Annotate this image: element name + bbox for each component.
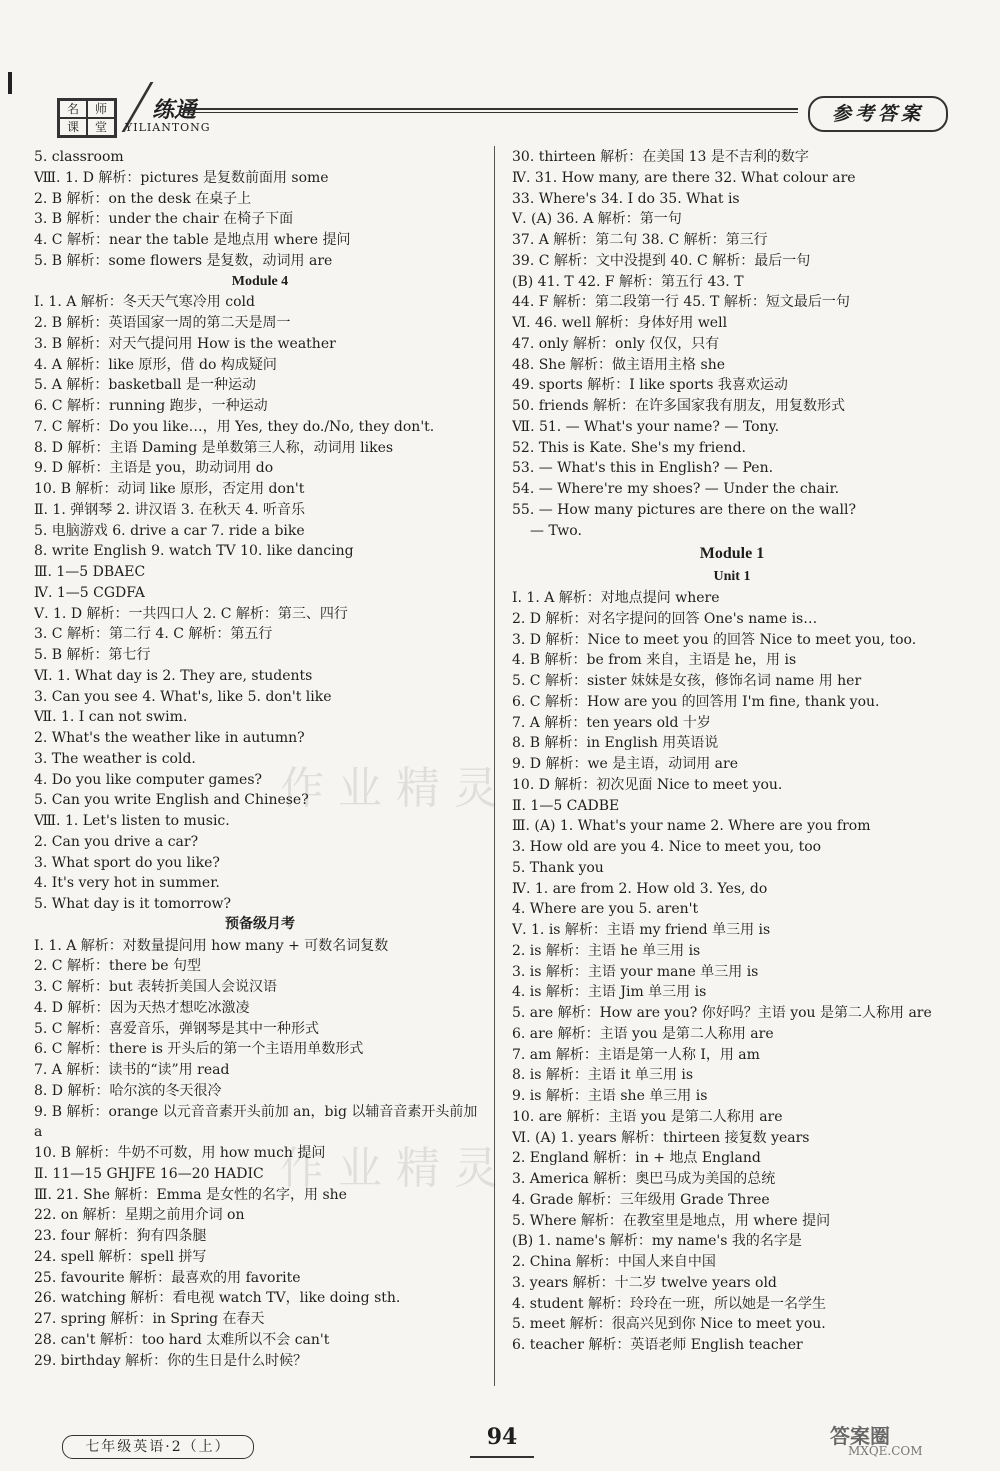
answer-line: 5. meet 解析：很高兴见到你 Nice to meet you. — [512, 1316, 826, 1333]
answer-line: 6. teacher 解析：英语老师 English teacher — [512, 1337, 803, 1353]
answer-line: 2. B 解析：英语国家一周的第二天是周一 — [34, 315, 291, 331]
answer-line: 9. D 解析：we 是主语，动词用 are — [512, 756, 738, 772]
answer-line: 8. D 解析：哈尔滨的冬天很冷 — [34, 1082, 222, 1099]
answer-line: Ⅶ. 1. I can not swim. — [34, 709, 188, 726]
answer-line: 9. B 解析：orange 以元音音素开头前加 an，big 以辅音音素开头前加 a — [34, 1103, 478, 1141]
answer-line: 10. are 解析：主语 you 是第二人称用 are — [512, 1108, 783, 1125]
answer-line: Ⅲ. (A) 1. What's your name 2. Where are you from — [512, 818, 871, 835]
answer-line: 6. C 解析：there is 开头后的第一个主语用单数形式 — [34, 1041, 364, 1058]
answer-line: 8. is 解析：主语 it 单三用 is — [512, 1067, 694, 1084]
logo-cell: 课 — [59, 118, 87, 136]
answer-line: 24. spell 解析：spell 拼写 — [34, 1248, 207, 1265]
answer-line: 22. on 解析：星期之前用介词 on — [34, 1207, 245, 1224]
answer-line: Ⅳ. 1—5 CGDFA — [34, 584, 145, 601]
answer-line: 28. can't 解析：too hard 太难所以不会 can't — [34, 1331, 330, 1348]
answer-line: 3. How old are you 4. Nice to meet you, too — [512, 839, 822, 855]
answer-line: 7. C 解析：Do you like…，用 Yes, they do./No, they don't. — [34, 418, 435, 435]
answer-key-badge: 参考答案 — [808, 96, 948, 132]
answer-line: 7. A 解析：ten years old 十岁 — [512, 714, 711, 731]
answer-line: 55. — How many pictures are there on the wall? — [512, 501, 856, 518]
answer-line: 3. What sport do you like? — [34, 854, 220, 871]
answer-line: — Two. — [530, 522, 582, 539]
answer-line: 7. A 解析：读书的“读”用 read — [34, 1062, 230, 1078]
answer-line: Ⅴ. (A) 36. A 解析：第一句 — [512, 211, 682, 228]
answer-line: 4. Where are you 5. aren't — [512, 901, 699, 918]
site-stamp-url: MXQE.COM — [848, 1444, 923, 1458]
answer-line: 5. What day is it tomorrow? — [34, 896, 232, 912]
answer-line: 5. C 解析：sister 妹妹是女孩，修饰名词 name 用 her — [512, 673, 862, 689]
answer-line: 4. student 解析：玲玲在一班，所以她是一名学生 — [512, 1295, 826, 1312]
answer-line: 3. C 解析：but 表转折美国人会说汉语 — [34, 979, 278, 995]
answer-line: 25. favourite 解析：最喜欢的用 favorite — [34, 1269, 301, 1286]
answer-line: 5. 电脑游戏 6. drive a car 7. ride a bike — [34, 522, 305, 539]
answer-line: Ⅵ. 46. well 解析：身体好用 well — [512, 315, 728, 331]
logo-cell: 堂 — [87, 118, 115, 136]
answer-line: 2. C 解析：there be 句型 — [34, 958, 202, 975]
answer-line: 39. C 解析：文中没提到 40. C 解析：最后一句 — [512, 252, 811, 269]
answer-line: Ⅲ. 1—5 DBAEC — [34, 564, 146, 580]
answer-line: 4. It's very hot in summer. — [34, 875, 220, 892]
answer-line: 4. B 解析：be from 来自，主语是 he，用 is — [512, 652, 797, 669]
site-stamp: 答案圈 — [830, 1424, 890, 1448]
answer-line: 4. A 解析：like 原形，借 do 构成疑问 — [34, 356, 277, 373]
answer-line: 10. B 解析：牛奶不可数，用 how much 提问 — [34, 1145, 326, 1161]
answer-line: 3. years 解析：十二岁 twelve years old — [512, 1274, 777, 1291]
page-header — [0, 0, 1000, 150]
brand-subtitle: YILIANTONG — [125, 121, 211, 134]
answer-line: 2. D 解析：对名字提问的回答 One's name is… — [512, 610, 818, 627]
answer-line: 4. D 解析：因为天热才想吃冰激凌 — [34, 999, 250, 1016]
answer-line: Ⅴ. 1. is 解析：主语 my friend 单三用 is — [512, 922, 771, 938]
answer-line: 3. C 解析：第二行 4. C 解析：第五行 — [34, 626, 273, 643]
answer-line: Ⅴ. 1. D 解析：一共四口人 2. C 解析：第三、四行 — [34, 605, 348, 622]
section-heading: Unit 1 — [713, 569, 751, 585]
answer-line: Ⅱ. 1. 弹钢琴 2. 讲汉语 3. 在秋天 4. 听音乐 — [34, 501, 305, 518]
answer-line: 3. The weather is cold. — [34, 750, 196, 767]
answer-line: 3. America 解析：奥巴马成为美国的总统 — [512, 1171, 776, 1187]
answer-line: Ⅷ. 1. Let's listen to music. — [34, 813, 230, 829]
answer-line: Ⅵ. 1. What day is 2. They are, students — [34, 667, 313, 684]
header-rule — [180, 108, 798, 113]
answer-line: Ⅷ. 1. D 解析：pictures 是复数前面用 some — [34, 169, 329, 186]
answer-line: 9. is 解析：主语 she 单三用 is — [512, 1088, 708, 1104]
answer-line: 6. are 解析：主语 you 是第二人称用 are — [512, 1025, 774, 1042]
answer-line: 5. Where 解析：在教室里是地点，用 where 提问 — [512, 1212, 831, 1229]
answer-line: 52. This is Kate. She's my friend. — [512, 439, 746, 456]
answer-line: Ⅶ. 51. — What's your name? — Tony. — [512, 418, 780, 435]
answer-line: 3. B 解析：对天气提问用 How is the weather — [34, 335, 336, 352]
answer-line: 5. B 解析：第七行 — [34, 647, 151, 663]
answer-line: 47. only 解析：only 仅仅，只有 — [512, 335, 720, 352]
answer-line: 5. A 解析：basketball 是一种运动 — [34, 377, 256, 394]
answer-line: 26. watching 解析：看电视 watch TV，like doing sth. — [34, 1290, 401, 1307]
answer-line: Ⅵ. (A) 1. years 解析：thirteen 接复数 years — [512, 1129, 810, 1146]
answer-line: Ⅰ. 1. A 解析：对数量提问用 how many + 可数名词复数 — [34, 937, 389, 954]
answer-line: 5. Thank you — [512, 859, 604, 876]
answer-line: 7. am 解析：主语是第一人称 I，用 am — [512, 1046, 760, 1063]
answer-line: 2. Can you drive a car? — [34, 833, 199, 850]
answer-line: Ⅳ. 1. are from 2. How old 3. Yes, do — [512, 880, 768, 897]
answer-line: 44. F 解析：第二段第一行 45. T 解析：短文最后一句 — [512, 294, 850, 311]
answer-line: 5. B 解析：some flowers 是复数，动词用 are — [34, 252, 333, 269]
answer-line: 2. B 解析：on the desk 在桌子上 — [34, 190, 252, 207]
answer-line: 4. Grade 解析：三年级用 Grade Three — [512, 1191, 770, 1208]
answer-line: Ⅳ. 31. How many, are there 32. What colour are — [512, 169, 856, 186]
section-heading: 预备级月考 — [225, 916, 295, 932]
answer-line: 49. sports 解析：I like sports 我喜欢运动 — [512, 377, 788, 394]
watermark: 作业精灵 — [280, 1143, 512, 1194]
answer-line: 10. B 解析：动词 like 原形，否定用 don't — [34, 481, 305, 497]
answer-line: 53. — What's this in English? — Pen. — [512, 460, 774, 477]
answer-line: 3. is 解析：主语 your mane 单三用 is — [512, 963, 759, 980]
answer-line: 48. She 解析：做主语用主格 she — [512, 356, 725, 373]
logo-cell: 名 — [59, 100, 87, 118]
answer-line: Ⅲ. 21. She 解析：Emma 是女性的名字，用 she — [34, 1186, 347, 1203]
answer-line: Ⅰ. 1. A 解析：对地点提问 where — [512, 590, 720, 606]
answer-line: Ⅱ. 11—15 GHJFE 16—20 HADIC — [34, 1165, 264, 1182]
answer-line: 37. A 解析：第二句 38. C 解析：第三行 — [512, 232, 768, 248]
answer-line: 5. are 解析：How are you? 你好吗？主语 you 是第二人称用 are — [512, 1005, 932, 1021]
answer-line: 4. C 解析：near the table 是地点用 where 提问 — [34, 232, 351, 248]
logo-cell: 师 — [87, 100, 115, 118]
section-heading: Module 4 — [231, 273, 289, 289]
answer-line: 29. birthday 解析：你的生日是什么时候？ — [34, 1352, 308, 1369]
answer-column-left — [34, 147, 486, 1371]
answer-line: 6. C 解析：How are you 的回答用 I'm fine, thank you. — [512, 693, 880, 710]
answer-line: 27. spring 解析：in Spring 在春天 — [34, 1311, 265, 1327]
answer-line: 4. Do you like computer games? — [34, 771, 263, 788]
answer-line: 2. England 解析：in + 地点 England — [512, 1150, 761, 1167]
answer-line: 3. Can you see 4. What's, like 5. don't like — [34, 688, 332, 705]
margin-mark — [8, 72, 12, 94]
answer-line: Ⅰ. 1. A 解析：冬天天气寒冷用 cold — [34, 294, 255, 311]
answer-line: 9. D 解析：主语是 you，助动词用 do — [34, 460, 274, 477]
answer-line: 54. — Where're my shoes? — Under the chair. — [512, 481, 840, 497]
answer-line: 4. is 解析：主语 Jim 单三用 is — [512, 984, 707, 1001]
answer-line: 3. B 解析：under the chair 在椅子下面 — [34, 211, 294, 228]
answer-line: 10. D 解析：初次见面 Nice to meet you. — [512, 776, 783, 793]
answer-line: 2. China 解析：中国人来自中国 — [512, 1254, 716, 1270]
page-number: 94 — [470, 1418, 534, 1458]
grade-label: 七年级英语·2（上） — [62, 1435, 254, 1459]
answer-column-right — [512, 147, 952, 1356]
answer-line: 3. D 解析：Nice to meet you 的回答 Nice to meet you, too. — [512, 631, 917, 648]
section-heading: Module 1 — [699, 545, 765, 563]
answer-line: 8. B 解析：in English 用英语说 — [512, 735, 719, 752]
answer-line: 5. C 解析：喜爱音乐，弹钢琴是其中一种形式 — [34, 1020, 319, 1037]
answer-line: 23. four 解析：狗有四条腿 — [34, 1228, 207, 1244]
answer-line: 2. What's the weather like in autumn? — [34, 730, 305, 746]
answer-line: 2. is 解析：主语 he 单三用 is — [512, 942, 701, 959]
answer-line: 6. C 解析：running 跑步，一种运动 — [34, 398, 268, 414]
answer-line: 50. friends 解析：在许多国家我有朋友，用复数形式 — [512, 398, 845, 414]
answer-line: 8. D 解析：主语 Daming 是单数第三人称，动词用 likes — [34, 439, 394, 456]
answer-line: (B) 1. name's 解析：my name's 我的名字是 — [512, 1233, 802, 1250]
answer-line: 5. classroom — [34, 149, 124, 165]
answer-line: 8. write English 9. watch TV 10. like dancing — [34, 543, 354, 560]
brand-title: 练通 — [152, 97, 197, 123]
answer-line: Ⅱ. 1—5 CADBE — [512, 797, 620, 814]
watermark: 作业精灵 — [280, 763, 512, 814]
answer-line: (B) 41. T 42. F 解析：第五行 43. T — [512, 273, 744, 290]
answer-line: 30. thirteen 解析：在美国 13 是不吉利的数字 — [512, 149, 809, 165]
answer-line: 5. Can you write English and Chinese? — [34, 792, 309, 809]
answer-line: 33. Where's 34. I do 35. What is — [512, 190, 740, 207]
